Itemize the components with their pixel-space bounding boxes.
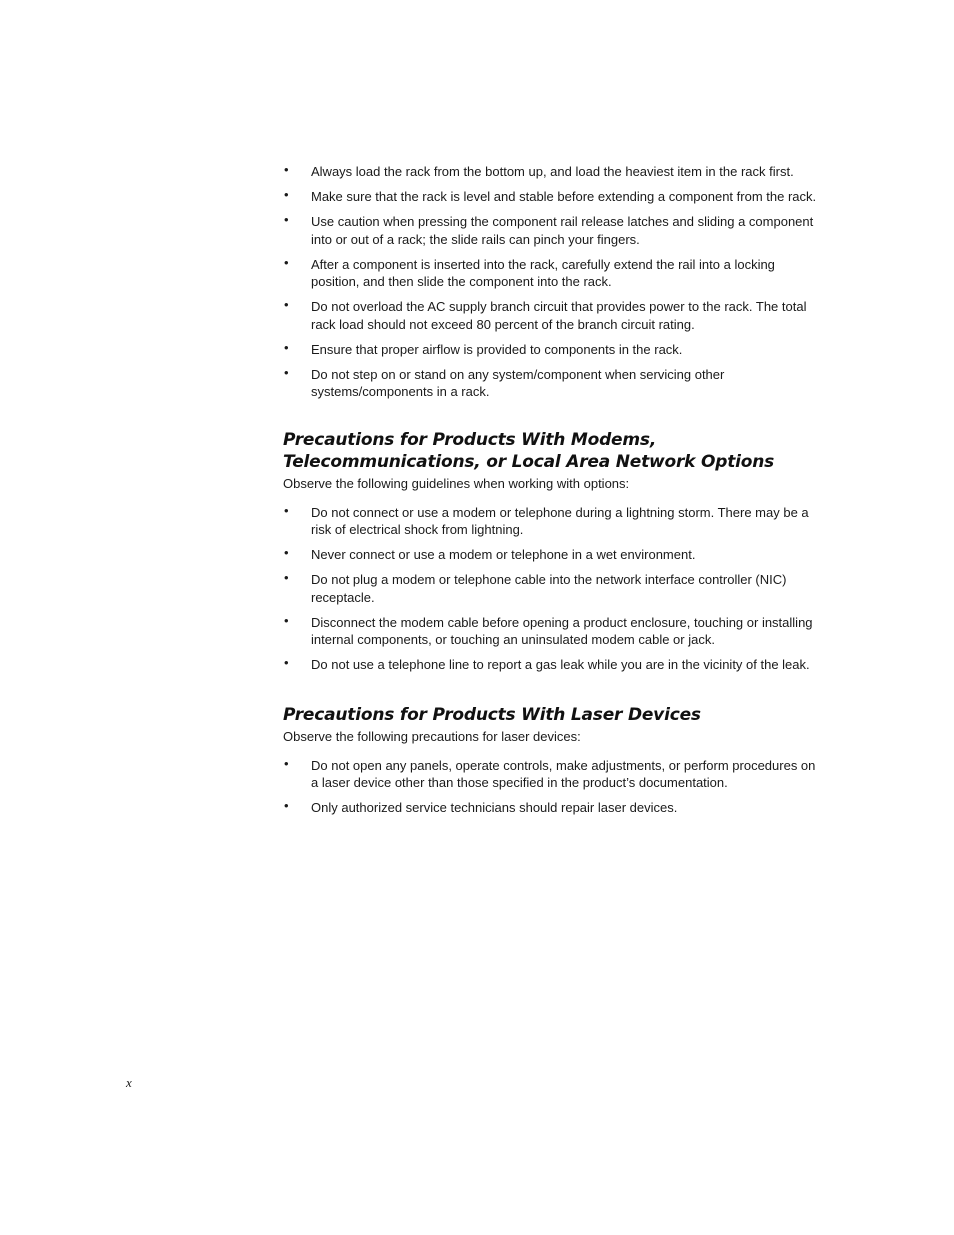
bullet-icon: • — [284, 502, 289, 518]
list-item-text: After a component is inserted into the rack, carefully extend the rail into a locking position, and then slide the component into the rack. — [311, 256, 775, 289]
bullet-icon: • — [284, 254, 289, 270]
list-item — [283, 504, 823, 539]
bullet-icon: • — [284, 187, 289, 202]
bullet-icon: • — [284, 297, 289, 312]
modems-section-heading — [283, 429, 823, 473]
list-item-text: Use caution when pressing the component rail release latches and sliding a component into or out of a rack; the slide rails can pinch your fingers. — [311, 214, 814, 247]
list-item-text: Always load the rack from the bottom up, and load the heaviest item in the rack first. — [311, 164, 794, 179]
list-item — [283, 546, 823, 564]
list-item — [283, 799, 823, 817]
bullet-icon: • — [284, 162, 289, 177]
laser-section-heading: Precautions for Products With Laser Devices — [283, 704, 701, 725]
list-item-text: Do not overload the AC supply branch circuit that provides power to the rack. The total rack load should not exceed 80 percent of the branch circuit rating. — [311, 299, 807, 332]
laser-section-intro: Observe the following precautions for laser devices: — [283, 728, 581, 744]
bullet-icon: • — [284, 212, 289, 227]
laser-section — [283, 704, 823, 817]
list-item — [283, 298, 823, 333]
list-item-text: Only authorized service technicians should repair laser devices. — [311, 800, 678, 815]
modems-section — [283, 429, 823, 674]
list-item-text: Do not use a telephone line to report a gas leak while you are in the vicinity of the leak. — [311, 657, 810, 672]
heading-line-2: Telecommunications, or Local Area Network Options — [283, 451, 775, 472]
list-item — [283, 256, 823, 291]
rack-precautions-list — [283, 163, 823, 401]
page-content — [283, 163, 823, 824]
heading-line-1: Precautions for Products With Modems, — [283, 429, 657, 450]
bullet-icon: • — [284, 570, 289, 585]
list-item-text: Do not plug a modem or telephone cable into the network interface controller (NIC) receptacle. — [311, 572, 787, 605]
list-item — [283, 757, 823, 792]
modems-section-intro: Observe the following guidelines when working with options: — [283, 475, 630, 491]
list-item — [283, 188, 823, 206]
list-item-text: Never connect or use a modem or telephone in a wet environment. — [311, 547, 696, 562]
list-item — [283, 213, 823, 248]
list-item — [283, 366, 823, 401]
list-item-text: Do not open any panels, operate controls, make adjustments, or perform procedures on a laser device other than those specified in the product’s documentation. — [311, 757, 816, 790]
list-item-text: Do not step on or stand on any system/component when servicing other systems/components in a rack. — [311, 366, 725, 399]
list-item-text: Ensure that proper airflow is provided to components in the rack. — [311, 341, 683, 357]
list-item — [283, 656, 823, 674]
bullet-icon: • — [284, 339, 289, 355]
list-item — [283, 614, 823, 649]
list-item-text: Disconnect the modem cable before opening a product enclosure, touching or installing internal components, or touching an uninsulated modem cable or jack. — [311, 614, 813, 647]
bullet-icon: • — [284, 612, 289, 628]
list-item-text: Make sure that the rack is level and stable before extending a component from the rack. — [311, 189, 817, 204]
laser-precautions-list — [283, 757, 823, 817]
list-item-text: Do not connect or use a modem or telephone during a lightning storm. There may be a risk of electrical shock from lightning. — [311, 504, 809, 537]
bullet-icon: • — [284, 798, 289, 813]
bullet-icon: • — [284, 545, 289, 560]
bullet-icon: • — [284, 655, 289, 670]
bullet-icon: • — [284, 755, 289, 771]
list-item — [283, 163, 823, 181]
list-item — [283, 341, 823, 359]
page-number: x — [126, 1075, 132, 1090]
list-item — [283, 571, 823, 606]
bullet-icon: • — [284, 364, 289, 380]
modems-precautions-list — [283, 504, 823, 674]
